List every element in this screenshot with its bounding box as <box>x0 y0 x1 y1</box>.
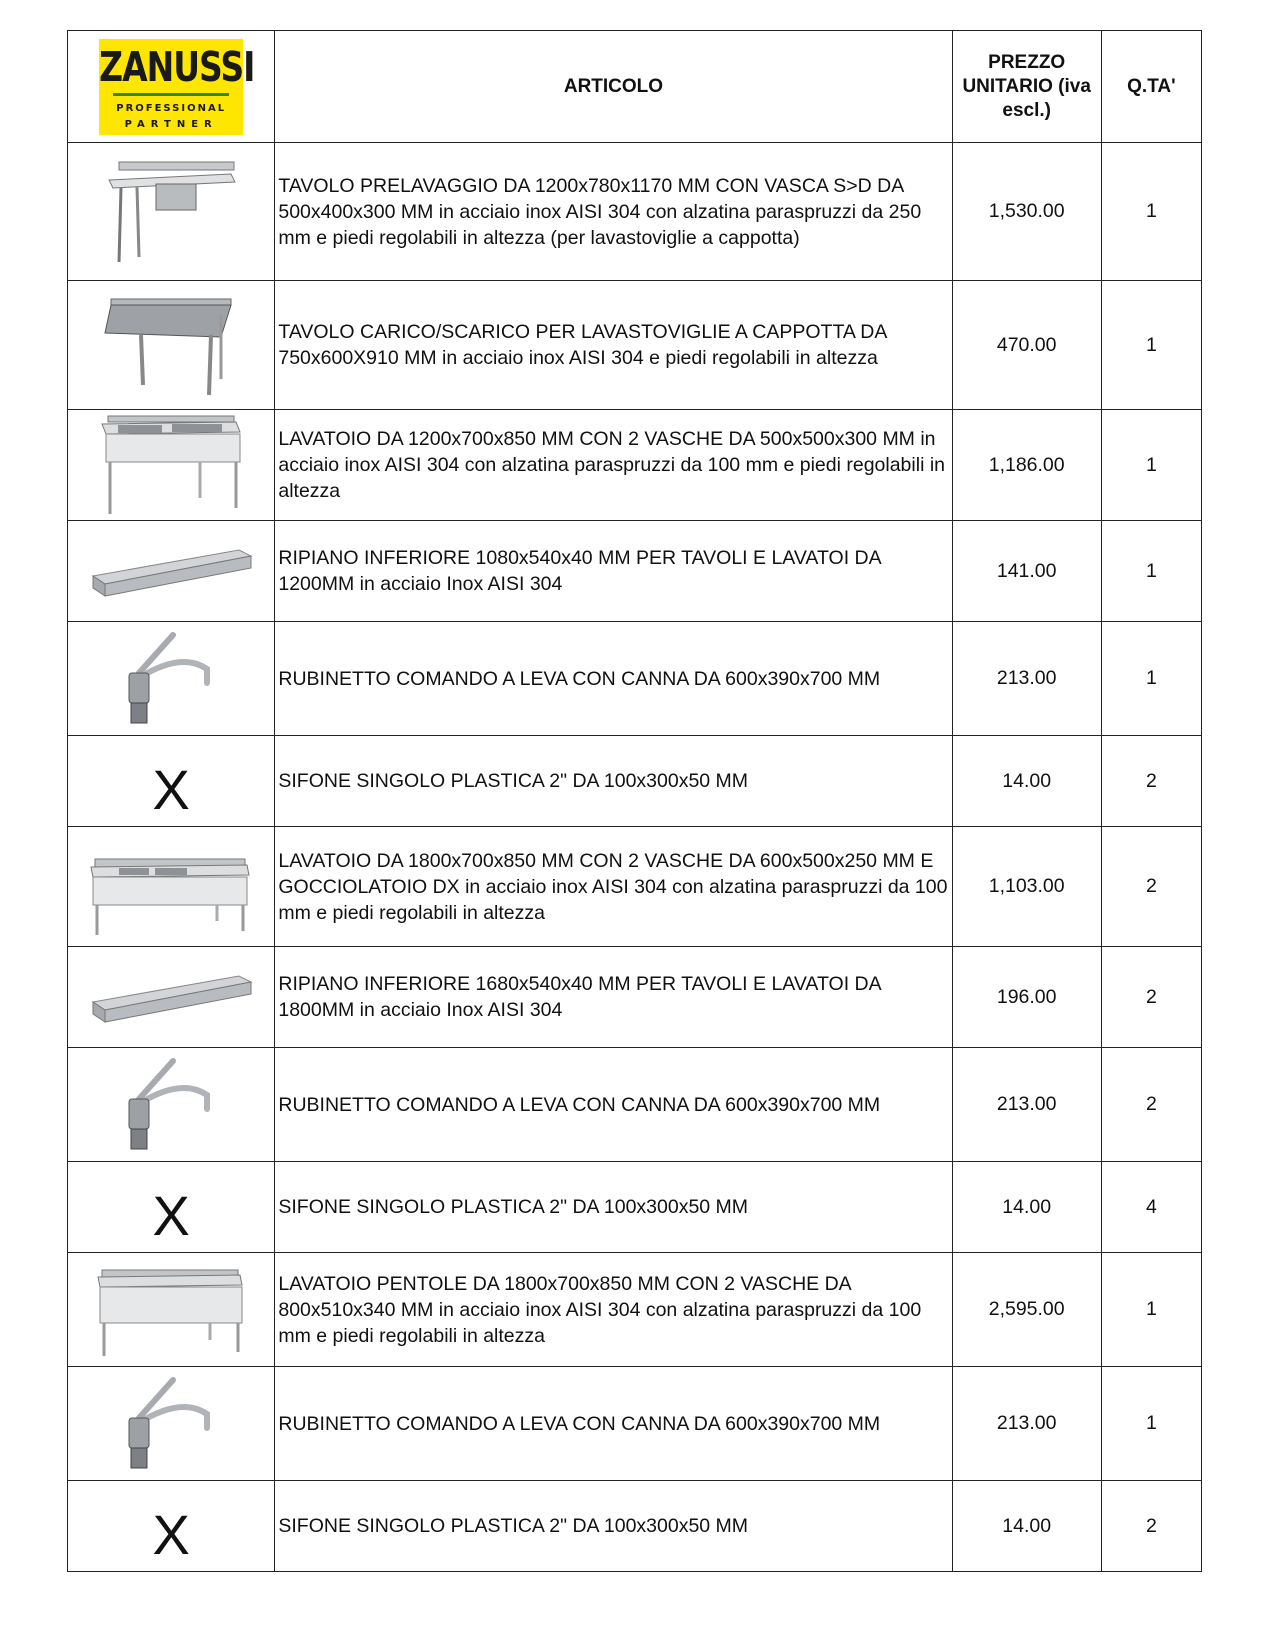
table-row <box>68 1162 1202 1253</box>
header-prezzo: PREZZO UNITARIO (iva escl.) <box>952 31 1101 143</box>
x-mark: X <box>152 1503 190 1566</box>
double-sink-drainer-icon <box>89 878 254 895</box>
item-price: 1,186.00 <box>952 410 1101 521</box>
item-price: 470.00 <box>952 281 1101 410</box>
item-price: 14.00 <box>952 1481 1101 1572</box>
item-quantity: 2 <box>1101 947 1201 1048</box>
no-image-x-mark <box>68 1481 275 1572</box>
product-image <box>68 827 275 947</box>
item-price: 213.00 <box>952 622 1101 736</box>
double-sink-icon <box>96 456 246 473</box>
item-price: 2,595.00 <box>952 1253 1101 1367</box>
item-quantity: 2 <box>1101 1048 1201 1162</box>
item-price: 14.00 <box>952 736 1101 827</box>
item-quantity: 4 <box>1101 1162 1201 1253</box>
item-price: 141.00 <box>952 521 1101 622</box>
product-image <box>68 143 275 281</box>
item-description: SIFONE SINGOLO PLASTICA 2" DA 100x300x50 MM <box>275 1162 952 1253</box>
table-row <box>68 1253 1202 1367</box>
lever-tap-icon <box>111 670 231 687</box>
table-row <box>68 410 1202 521</box>
product-image <box>68 1048 275 1162</box>
lever-tap-icon <box>111 1096 231 1113</box>
prewash-table-icon <box>101 203 241 220</box>
table-row <box>68 622 1202 736</box>
item-quantity: 1 <box>1101 281 1201 410</box>
product-image <box>68 1367 275 1481</box>
table-row <box>68 1367 1202 1481</box>
item-description: TAVOLO PRELAVAGGIO DA 1200x780x1170 MM CON VASCA S>D DA 500x400x300 MM in acciaio inox AISI 304 con alzatina paraspruzzi da 250 mm e piedi regolabili in altezza (per lavastoviglie a cappotta) <box>275 143 952 281</box>
table-row <box>68 1048 1202 1162</box>
lever-tap-icon <box>111 1415 231 1432</box>
product-image <box>68 521 275 622</box>
x-mark: X <box>152 1184 190 1247</box>
item-description: RUBINETTO COMANDO A LEVA CON CANNA DA 600x390x700 MM <box>275 622 952 736</box>
item-price: 213.00 <box>952 1367 1101 1481</box>
table-row <box>68 736 1202 827</box>
item-quantity: 2 <box>1101 827 1201 947</box>
x-mark: X <box>152 758 190 821</box>
item-description: SIFONE SINGOLO PLASTICA 2" DA 100x300x50 MM <box>275 1481 952 1572</box>
header-articolo: ARTICOLO <box>275 31 952 143</box>
item-quantity: 1 <box>1101 143 1201 281</box>
price-table <box>67 30 1202 1572</box>
table-row <box>68 827 1202 947</box>
header-qta: Q.TA' <box>1101 31 1201 143</box>
table-row <box>68 1481 1202 1572</box>
item-quantity: 1 <box>1101 1253 1201 1367</box>
header-row <box>68 31 1202 143</box>
item-price: 1,103.00 <box>952 827 1101 947</box>
pot-sink-icon <box>94 1301 249 1318</box>
no-image-x-mark <box>68 1162 275 1253</box>
shelf-icon <box>89 562 254 579</box>
item-quantity: 2 <box>1101 736 1201 827</box>
item-price: 196.00 <box>952 947 1101 1048</box>
item-description: RUBINETTO COMANDO A LEVA CON CANNA DA 600x390x700 MM <box>275 1367 952 1481</box>
item-description: TAVOLO CARICO/SCARICO PER LAVASTOVIGLIE A CAPPOTTA DA 750x600X910 MM in acciaio inox AISI 304 e piedi regolabili in altezza <box>275 281 952 410</box>
item-quantity: 1 <box>1101 410 1201 521</box>
item-quantity: 1 <box>1101 1367 1201 1481</box>
product-image <box>68 947 275 1048</box>
item-price: 1,530.00 <box>952 143 1101 281</box>
item-quantity: 1 <box>1101 521 1201 622</box>
table-row <box>68 947 1202 1048</box>
item-description: RIPIANO INFERIORE 1080x540x40 MM PER TAVOLI E LAVATOI DA 1200MM in acciaio Inox AISI 304 <box>275 521 952 622</box>
product-image <box>68 410 275 521</box>
item-price: 14.00 <box>952 1162 1101 1253</box>
item-description: LAVATOIO DA 1200x700x850 MM CON 2 VASCHE DA 500x500x300 MM in acciaio inox AISI 304 con alzatina paraspruzzi da 100 mm e piedi regolabili in altezza <box>275 410 952 521</box>
table-row <box>68 521 1202 622</box>
item-quantity: 1 <box>1101 622 1201 736</box>
no-image-x-mark <box>68 736 275 827</box>
item-quantity: 2 <box>1101 1481 1201 1572</box>
product-image <box>68 281 275 410</box>
shelf-icon <box>89 988 254 1005</box>
table-row <box>68 143 1202 281</box>
table-row <box>68 281 1202 410</box>
item-description: LAVATOIO PENTOLE DA 1800x700x850 MM CON 2 VASCHE DA 800x510x340 MM in acciaio inox AISI 304 con alzatina paraspruzzi da 100 mm e piedi regolabili in altezza <box>275 1253 952 1367</box>
item-description: LAVATOIO DA 1800x700x850 MM CON 2 VASCHE DA 600x500x250 MM E GOCCIOLATOIO DX in acciaio inox AISI 304 con alzatina paraspruzzi da 100 mm e piedi regolabili in altezza <box>275 827 952 947</box>
item-description: RUBINETTO COMANDO A LEVA CON CANNA DA 600x390x700 MM <box>275 1048 952 1162</box>
item-description: SIFONE SINGOLO PLASTICA 2" DA 100x300x50 MM <box>275 736 952 827</box>
item-description: RIPIANO INFERIORE 1680x540x40 MM PER TAVOLI E LAVATOI DA 1800MM in acciaio Inox AISI 304 <box>275 947 952 1048</box>
zanussi-logo: ZANUSSI PROFESSIONAL PARTNER <box>99 39 243 135</box>
loading-table-icon <box>101 336 241 353</box>
item-price: 213.00 <box>952 1048 1101 1162</box>
product-image <box>68 622 275 736</box>
logo-cell <box>68 31 275 143</box>
product-image <box>68 1253 275 1367</box>
